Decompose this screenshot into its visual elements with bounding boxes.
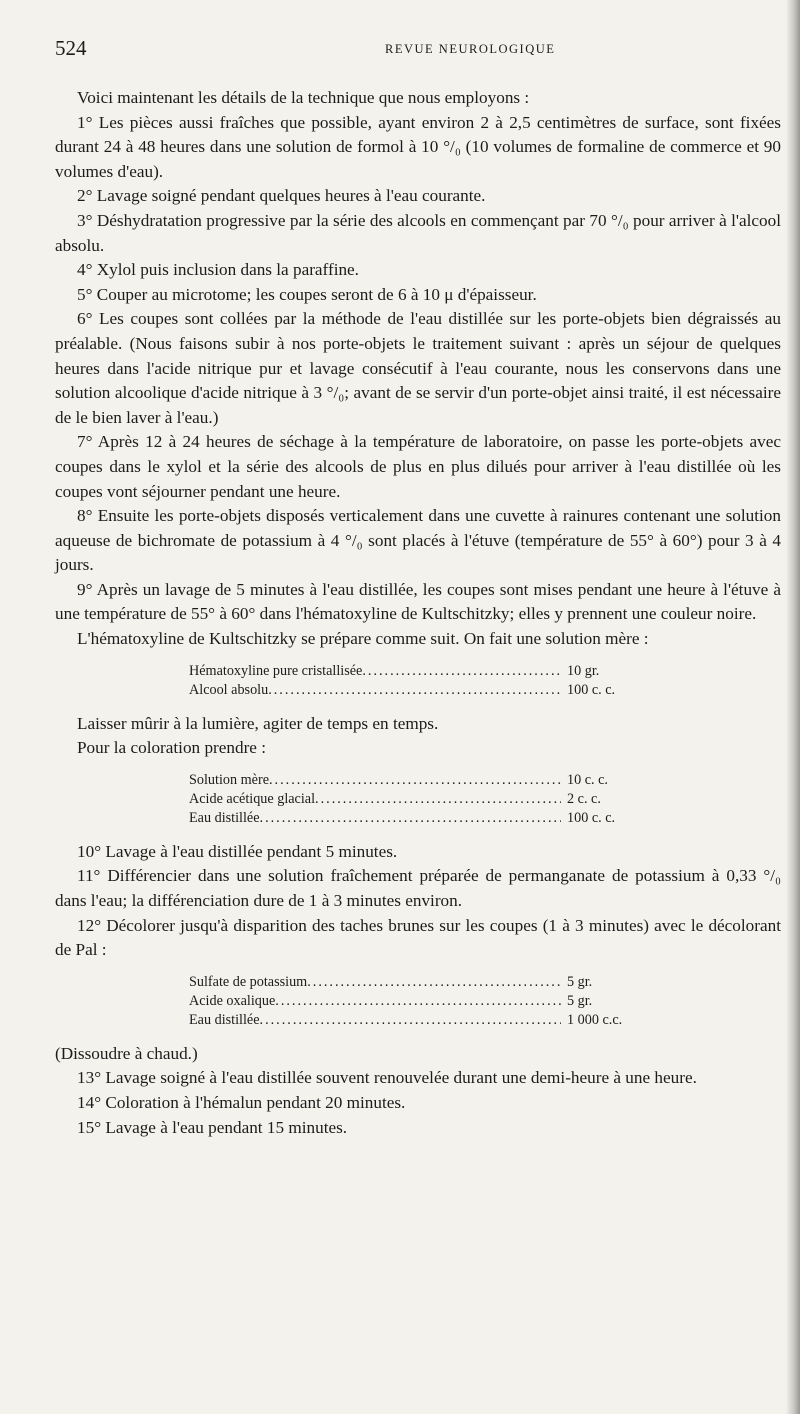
paragraph: 15° Lavage à l'eau pendant 15 minutes. [77,1117,348,1137]
ingredient-quantity: 10 c. c. [567,771,608,788]
paragraph: 2° Lavage soigné pendant quelques heures à l'eau courante. [77,186,486,206]
dot-leader [260,1011,561,1030]
ingredient-quantity: 100 c. c. [567,809,616,826]
paragraph: Voici maintenant les détails de la technique que nous employons : [77,88,530,107]
dot-leader [362,662,561,681]
recipe-row [189,771,645,790]
paragraph: 11° Différencier dans une solution fraîchement préparée de permanganate de potassium à 0,33 °/₀ dans l'eau; la différenciation dure de 1 à 3 minutes environ. [55,866,781,911]
ingredient-quantity: 5 gr. [567,992,593,1009]
paragraph: 7° Après 12 à 24 heures de séchage à la température de laboratoire, on passe les porte-objets avec coupes dans le xylol et la série des alcools de plus en plus dilués pour arriver à l'eau distillée où les coupes vont séjourner pendant une heure. [55,432,781,501]
recipe-row [189,790,645,809]
paragraph: 13° Lavage soigné à l'eau distillée souvent renouvelée durant une demi-heure à une heure. [77,1068,697,1088]
dot-leader [268,681,561,700]
dot-leader [269,771,561,790]
ingredient-name: Hématoxyline pure cristallisée [189,662,363,679]
recipe-row [189,973,645,992]
recipe-row [189,681,645,700]
paragraph: 8° Ensuite les porte-objets disposés verticalement dans une cuvette à rainures contenant une solution aqueuse de bichromate de potassium à 4 °/₀ sont placés à l'étuve (température de 55° à 60°) pour 3 à 4 jours. [55,506,781,575]
page-number: 524 [55,36,87,60]
paragraph: 10° Lavage à l'eau distillée pendant 5 minutes. [77,841,398,861]
ingredient-quantity: 2 c. c. [567,790,601,807]
page-header [55,36,755,66]
page-edge-shadow [786,0,800,1414]
dot-leader [315,790,561,809]
ingredient-name: Sulfate de potassium [189,973,308,990]
paragraph: 9° Après un lavage de 5 minutes à l'eau distillée, les coupes sont mises pendant une heure à l'étuve à une température de 55° à 60° dans l'hématoxyline de Kultschitzky; elles y prennent une couleur noire. [55,579,781,624]
paragraph: Pour la coloration prendre : [77,738,267,758]
paragraph: 5° Couper au microtome; les coupes seront de 6 à 10 μ d'épaisseur. [77,284,537,304]
recipe-row [189,662,645,681]
ingredient-quantity: 10 gr. [567,662,600,679]
paragraph: 4° Xylol puis inclusion dans la paraffine. [77,260,359,280]
dot-leader [307,973,561,992]
ingredient-name: Eau distillée [189,1011,260,1028]
paragraph: 1° Les pièces aussi fraîches que possible, ayant environ 2 à 2,5 centimètres de surface, sont fixées durant 24 à 48 heures dans une solution de formol à 10 °/₀ (10 volumes de formaline de commerce et 90 volumes d'eau). [55,112,781,181]
recipe-row [189,1011,645,1030]
dot-leader [275,992,561,1011]
ingredient-name: Acide acétique glacial [189,790,316,807]
paragraph: L'hématoxyline de Kultschitzky se prépare comme suit. On fait une solution mère : [77,629,649,649]
ingredient-quantity: 5 gr. [567,973,593,990]
recipe-table [189,662,645,700]
dot-leader [260,809,561,828]
ingredient-quantity: 1 000 c.c. [567,1011,623,1028]
paragraph: (Dissoudre à chaud.) [55,1043,198,1063]
running-head: REVUE NEUROLOGIQUE [385,42,556,56]
paragraph: 6° Les coupes sont collées par la méthode de l'eau distillée sur les porte-objets bien dégraissés au préalable. (Nous faisons subir à nos porte-objets le traitement suivant : après un séjour de quelques heures dans l'acide nitrique pur et lavage consécutif à l'eau courante, nous les conservons dans une solution alcoolique d'acide nitrique à 3 °/₀; avant de se servir d'un porte-objet ainsi traité, il est nécessaire de le bien laver à l'eau.) [55,309,781,427]
ingredient-name: Alcool absolu [189,681,269,698]
document-body [55,86,781,1140]
ingredient-name: Acide oxalique [189,992,276,1009]
ingredient-name: Solution mère [189,771,269,788]
recipe-table [189,771,645,828]
paragraph: Laisser mûrir à la lumière, agiter de temps en temps. [77,713,439,733]
recipe-row [189,992,645,1011]
ingredient-quantity: 100 c. c. [567,681,616,698]
recipe-row [189,809,645,828]
paragraph: 14° Coloration à l'hémalun pendant 20 minutes. [77,1093,406,1112]
ingredient-name: Eau distillée [189,809,260,826]
paragraph: 3° Déshydratation progressive par la série des alcools en commençant par 70 °/₀ pour arriver à l'alcool absolu. [55,210,781,255]
recipe-table [189,973,645,1030]
paragraph: 12° Décolorer jusqu'à disparition des taches brunes sur les coupes (1 à 3 minutes) avec le décolorant de Pal : [55,915,781,960]
